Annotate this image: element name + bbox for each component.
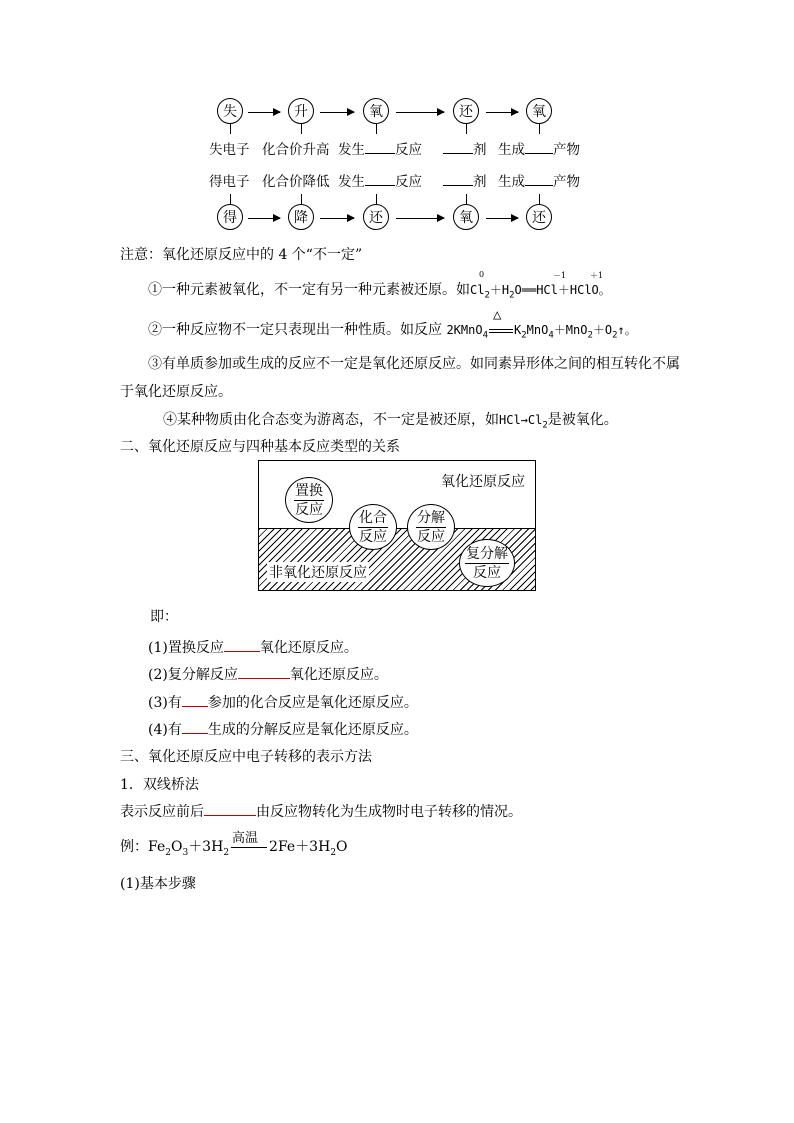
flow-tick [376, 124, 377, 134]
text: (3)有 [148, 695, 182, 711]
answer-blank [204, 803, 256, 816]
flow-tick [230, 194, 231, 204]
text: O [170, 839, 183, 855]
blank [443, 141, 473, 154]
flow-top-circle-2: 升 [288, 98, 314, 124]
circle-displacement [285, 477, 333, 523]
question-3 [148, 692, 418, 712]
text: 由反应物转化为生成物时电子转移的情况。 [256, 804, 522, 820]
note-1-equation [470, 283, 611, 301]
flow-row2-valence-down: 化合价降低 [262, 174, 330, 190]
text: O [336, 839, 348, 855]
section3-description [120, 801, 522, 821]
section3-heading: 三、氧化还原反应中电子转移的表示方法 [120, 749, 372, 765]
flow-top-arrow-1 [248, 112, 280, 113]
sub: 2 [612, 330, 618, 341]
question-4 [148, 719, 418, 739]
flow-tick [466, 124, 467, 134]
ji-label: 即： [150, 609, 178, 625]
text: 生成 [498, 142, 525, 158]
text: 氧化还原反应。 [259, 640, 358, 656]
circle-decomposition-top: 分解 [417, 509, 445, 526]
text: 2KMnO [446, 323, 483, 337]
flow-row1-lose-electron: 失电子 [209, 142, 250, 158]
question-2 [148, 664, 388, 684]
flow-tick [230, 124, 231, 134]
text: (1)置换反应 [148, 640, 224, 656]
text: (4)有 [148, 722, 182, 738]
flow-top-circle-3: 氧 [363, 98, 389, 124]
note-1-ox-state-plus1: ＋1 [590, 271, 604, 280]
note-1-ox-state-0: 0 [479, 270, 485, 279]
note-2-text: ②一种反应物不一定只表现出一种性质。如反应 [148, 322, 442, 338]
circle-decomposition [407, 504, 455, 550]
circle-combination [349, 504, 397, 550]
text: ↑。 [617, 323, 637, 337]
flow-bottom-circle-1: 得 [217, 204, 243, 230]
text: ＋H [489, 283, 510, 297]
example-equation [120, 831, 348, 858]
blank [525, 141, 553, 154]
flow-row1-agent [443, 138, 487, 158]
note-3-line1: ③有单质参加或生成的反应不一定是氧化还原反应。如同素异形体之间的相互转化不属 [148, 356, 680, 372]
note-1 [148, 279, 611, 300]
text: HCl→Cl [499, 413, 543, 427]
flow-bottom-circle-2: 降 [288, 204, 314, 230]
question-1 [148, 637, 358, 657]
text: 反应 [395, 174, 422, 190]
blank [365, 173, 395, 186]
text: Cl [470, 283, 485, 297]
flow-tick [376, 194, 377, 204]
flow-tick [301, 124, 302, 134]
text: 生成 [498, 174, 525, 190]
note-4-tail: 是被氧化。 [547, 412, 618, 428]
flow-bottom-circle-4: 氧 [453, 204, 479, 230]
note-1-text: ①一种元素被氧化，不一定有另一种元素被还原。如 [148, 282, 470, 298]
notes-heading: 注意：氧化还原反应中的 4 个“不一定” [120, 247, 363, 263]
circle-displacement-top: 置换 [295, 482, 323, 499]
condition-line [231, 847, 267, 848]
triangle-icon: △ [493, 307, 502, 323]
flow-row2-gain-electron: 得电子 [209, 174, 250, 190]
text: 2Fe＋3H [269, 839, 331, 855]
sub: 2 [330, 847, 337, 858]
circle-decomposition-bottom: 反应 [417, 528, 445, 545]
flow-top-circle-5: 氧 [526, 98, 552, 124]
redox-label: 氧化还原反应 [439, 471, 527, 491]
text: 产物 [553, 174, 580, 190]
basic-steps: (1)基本步骤 [120, 876, 196, 892]
sub: 3 [182, 847, 189, 858]
text: MnO [526, 323, 549, 337]
circle-combination-bottom: 反应 [359, 528, 387, 545]
circle-double-decomposition-bottom: 反应 [473, 564, 501, 581]
text: (2)复分解反应 [148, 667, 238, 683]
note-2-equation [446, 307, 637, 341]
blank [443, 173, 473, 186]
example-label: 例： [120, 839, 148, 855]
flow-row2-product [498, 170, 580, 190]
note-4-text: ④某种物质由化合态变为游离态，不一定是被还原，如 [163, 412, 499, 428]
flow-row1-valence-up: 化合价升高 [262, 142, 330, 158]
sub: 4 [482, 330, 488, 341]
text: ＋MnO [553, 323, 588, 337]
text: 表示反应前后 [120, 804, 204, 820]
text: ＋O [592, 323, 613, 337]
flow-bottom-arrow-4 [486, 218, 518, 219]
text: Fe [148, 839, 166, 855]
answer-blank [182, 694, 208, 707]
text: 发生 [338, 142, 365, 158]
blank [365, 141, 395, 154]
sub: 2 [587, 330, 593, 341]
text: 剂 [473, 174, 487, 190]
text: O══HCl＋HClO。 [514, 283, 611, 297]
flow-top-circle-1: 失 [217, 98, 243, 124]
note-1-ox-state-minus1: －1 [553, 271, 567, 280]
answer-blank [182, 721, 208, 734]
flow-row1-reaction [338, 138, 422, 158]
circle-displacement-bottom: 反应 [295, 501, 323, 518]
heat-condition [488, 307, 514, 337]
flow-bottom-circle-5: 还 [526, 204, 552, 230]
flow-bottom-arrow-1 [248, 218, 280, 219]
text: K [514, 323, 522, 337]
text: 产物 [553, 142, 580, 158]
answer-blank [238, 666, 290, 679]
text: 参加的化合反应是氧化还原反应。 [207, 695, 418, 711]
sub: 2 [542, 420, 548, 431]
circle-combination-top: 化合 [359, 509, 387, 526]
high-temp-condition [229, 831, 269, 855]
flow-tick [539, 194, 540, 204]
flow-bottom-arrow-3 [396, 218, 444, 219]
text: ＋3H [188, 839, 224, 855]
circle-double-decomposition [459, 539, 515, 587]
flow-tick [301, 194, 302, 204]
note-4 [163, 409, 618, 430]
text: 反应 [395, 142, 422, 158]
note-4-equation [499, 413, 548, 431]
answer-blank [224, 639, 260, 652]
flow-row2-reaction [338, 170, 422, 190]
sub: 2 [509, 290, 515, 301]
blank [525, 173, 553, 186]
note-2 [148, 307, 637, 341]
sub: 2 [521, 330, 527, 341]
text: 氧化还原反应。 [289, 667, 388, 683]
flow-top-arrow-4 [486, 112, 518, 113]
circle-double-decomposition-top: 复分解 [466, 545, 508, 562]
flow-bottom-circle-3: 还 [363, 204, 389, 230]
sub: 2 [223, 847, 230, 858]
flow-bottom-arrow-2 [320, 218, 354, 219]
text: 剂 [473, 142, 487, 158]
flow-tick [539, 124, 540, 134]
reaction-type-diagram [258, 460, 536, 591]
flow-top-circle-4: 还 [453, 98, 479, 124]
non-redox-label: 非氧化还原反应 [267, 562, 369, 582]
sub: 4 [548, 330, 554, 341]
condition-text: 高温 [232, 831, 259, 846]
flow-row1-product [498, 138, 580, 158]
note-3-line2: 于氧化还原反应。 [120, 384, 232, 400]
flow-tick [466, 194, 467, 204]
flow-top-arrow-3 [396, 112, 444, 113]
section3-sub1: 1．双线桥法 [120, 777, 199, 793]
sub: 2 [484, 290, 490, 301]
section2-heading: 二、氧化还原反应与四种基本反应类型的关系 [120, 439, 400, 455]
flow-top-arrow-2 [320, 112, 354, 113]
double-line [489, 329, 513, 333]
text: 生成的分解反应是氧化还原反应。 [207, 722, 418, 738]
text: 发生 [338, 174, 365, 190]
flow-row2-agent [443, 170, 487, 190]
sub: 2 [165, 847, 171, 858]
